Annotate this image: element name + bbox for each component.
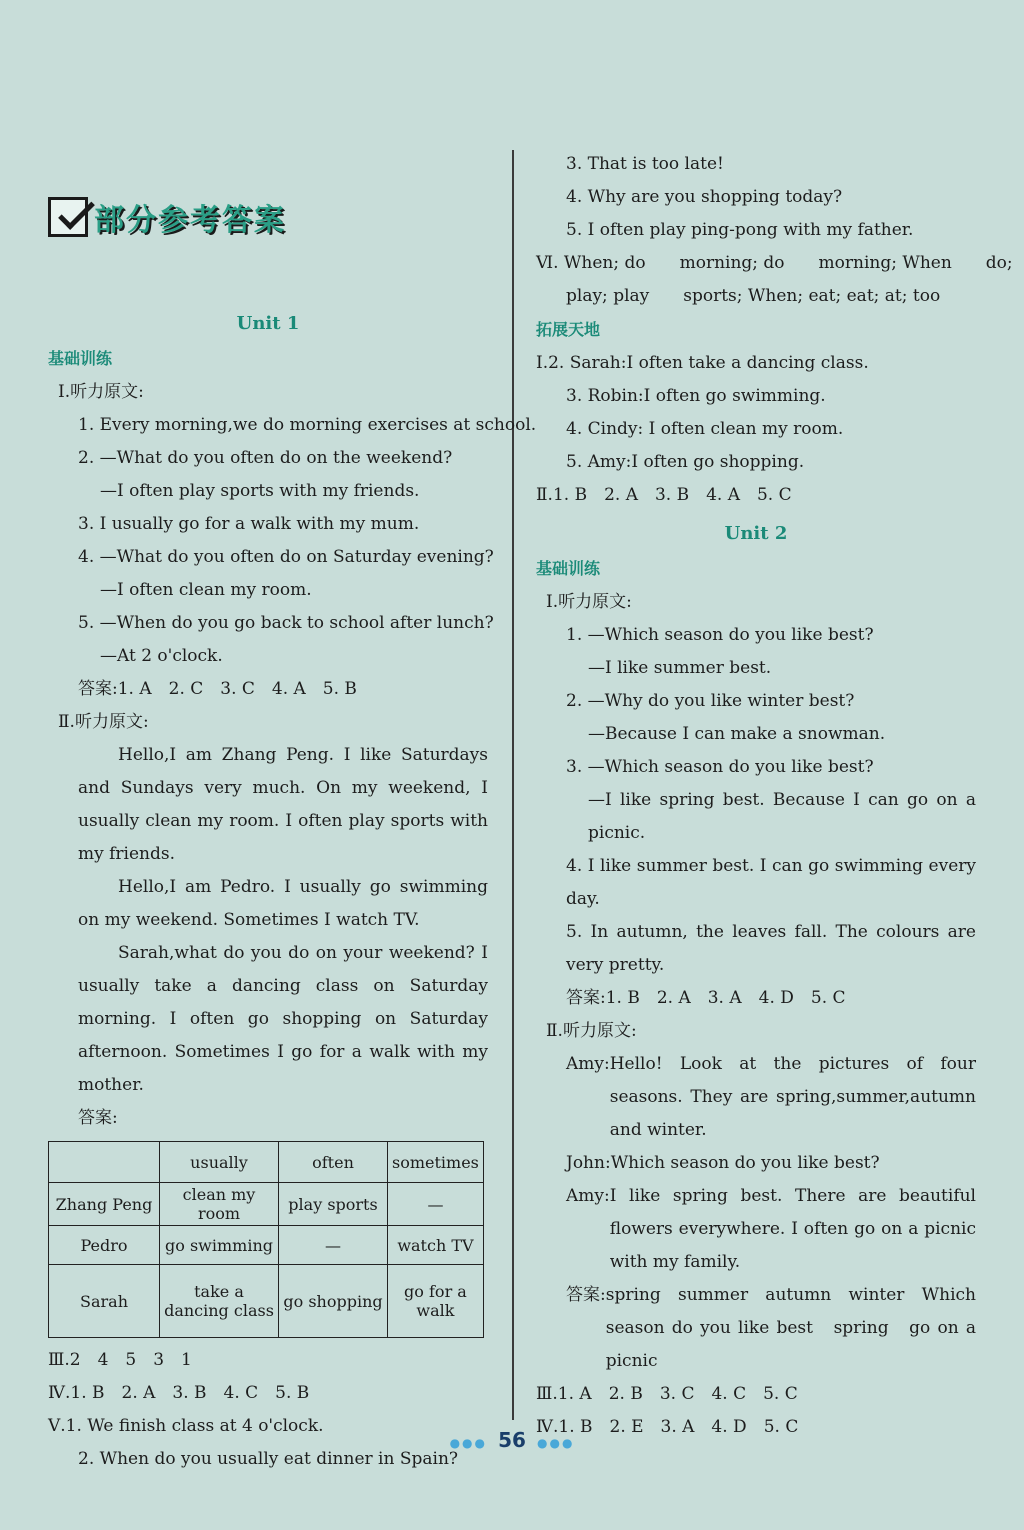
text-line: 1. —Which season do you like best? xyxy=(566,625,874,645)
text-line: 3. Robin:I often go swimming. xyxy=(566,386,826,406)
table-row xyxy=(49,1183,484,1226)
text-line: 1. Every morning,we do morning exercises at school. xyxy=(78,415,537,435)
question-heading: Ⅰ.听力原文: xyxy=(58,382,144,402)
text-line: 2. —What do you often do on the weekend? xyxy=(78,448,453,468)
paragraph: Hello,I am Zhang Peng. I like Saturdays and Sundays very much. On my weekend, I usually clean my room. I often play sports with my friends. xyxy=(78,745,488,864)
answer-line: Ⅲ.2 4 5 3 1 xyxy=(48,1350,192,1370)
page-title: 部分参考答案 xyxy=(94,203,286,238)
decoration-dots: ●●● xyxy=(537,1436,575,1450)
table-row xyxy=(49,1226,484,1265)
checkbox-icon xyxy=(48,197,88,237)
text-line: 5. Amy:I often go shopping. xyxy=(566,452,805,472)
table-cell: Zhang Peng xyxy=(49,1183,160,1226)
text-line: —I often play sports with my friends. xyxy=(100,481,420,501)
answer-label: 答案: xyxy=(78,1108,118,1128)
text-line: 2. When do you usually eat dinner in Spain? xyxy=(78,1449,459,1469)
text-line: 5. I often play ping-pong with my father. xyxy=(566,220,914,240)
text-line: 2. —Why do you like winter best? xyxy=(566,691,855,711)
answer-line: Ⅲ.1. A 2. B 3. C 4. C 5. C xyxy=(536,1384,798,1404)
speaker-name: Amy: xyxy=(566,1054,610,1074)
answer-label: 答案: xyxy=(566,1285,606,1305)
text-line: 4. —What do you often do on Saturday evening? xyxy=(78,547,494,567)
text-line: 3. —Which season do you like best? xyxy=(566,757,874,777)
paragraph: Hello,I am Pedro. I usually go swimming on my weekend. Sometimes I watch TV. xyxy=(78,877,488,930)
answer-line: 答案:1. B 2. A 3. A 4. D 5. C xyxy=(566,988,846,1008)
text-line: 4. Cindy: I often clean my room. xyxy=(566,419,844,439)
section-heading: 基础训练 xyxy=(536,559,601,578)
table-cell: Pedro xyxy=(49,1226,160,1265)
table-cell: take a dancing class xyxy=(160,1265,279,1338)
text-line: —Because I can make a snowman. xyxy=(588,724,886,744)
text-line: 3. I usually go for a walk with my mum. xyxy=(78,514,420,534)
table-cell: sometimes xyxy=(388,1142,484,1183)
table-cell: go swimming xyxy=(160,1226,279,1265)
section-heading: 基础训练 xyxy=(48,349,113,368)
table-cell: — xyxy=(388,1183,484,1226)
dialog-text: Which season do you like best? xyxy=(610,1153,880,1173)
text-line: 3. That is too late! xyxy=(566,154,724,174)
speaker-name: John: xyxy=(566,1153,611,1173)
table-cell: often xyxy=(279,1142,388,1183)
table-cell: watch TV xyxy=(388,1226,484,1265)
text-line: Ⅴ.1. We finish class at 4 o'clock. xyxy=(48,1416,324,1436)
answer-line: Ⅳ.1. B 2. A 3. B 4. C 5. B xyxy=(48,1383,310,1403)
speaker-name: Amy: xyxy=(566,1186,610,1206)
paragraph: —I like spring best. Because I can go on a picnic. xyxy=(588,790,976,843)
page-number: 56 xyxy=(498,1428,526,1452)
answer-table xyxy=(48,1141,484,1338)
unit-title: Unit 1 xyxy=(236,313,300,334)
answer-line: Ⅱ.1. B 2. A 3. B 4. A 5. C xyxy=(536,485,792,505)
answer-line: Ⅵ. When; do morning; do morning; When do; xyxy=(536,253,1013,273)
column-divider xyxy=(512,150,514,1420)
table-cell: — xyxy=(279,1226,388,1265)
answer-line: Ⅳ.1. B 2. E 3. A 4. D 5. C xyxy=(536,1417,799,1437)
section-header xyxy=(48,195,286,239)
unit-title: Unit 2 xyxy=(724,523,788,544)
text-line: —At 2 o'clock. xyxy=(100,646,223,666)
dialog-line xyxy=(536,1048,976,1147)
answer-line: play; play sports; When; eat; eat; at; too xyxy=(566,286,941,306)
question-heading: Ⅱ.听力原文: xyxy=(546,1021,637,1041)
dialog-line xyxy=(536,1147,976,1180)
table-cell: go for a walk xyxy=(388,1265,484,1338)
text-line: 5. —When do you go back to school after lunch? xyxy=(78,613,494,633)
paragraph: 5. In autumn, the leaves fall. The colours are very pretty. xyxy=(566,922,976,975)
dialog-line xyxy=(536,1180,976,1279)
page-footer xyxy=(0,1428,1024,1452)
text-line: 4. Why are you shopping today? xyxy=(566,187,843,207)
table-cell: play sports xyxy=(279,1183,388,1226)
section-heading: 拓展天地 xyxy=(536,320,601,339)
table-row xyxy=(49,1265,484,1338)
answer-line: 答案:1. A 2. C 3. C 4. A 5. B xyxy=(78,679,357,699)
answer-text: spring summer autumn winter Which season do you like best spring go on a picnic xyxy=(605,1285,976,1371)
text-line: Ⅰ.2. Sarah:I often take a dancing class. xyxy=(536,353,869,373)
decoration-dots: ●●● xyxy=(449,1436,487,1450)
question-heading: Ⅱ.听力原文: xyxy=(58,712,149,732)
table-cell: Sarah xyxy=(49,1265,160,1338)
table-cell: usually xyxy=(160,1142,279,1183)
text-line: —I often clean my room. xyxy=(100,580,312,600)
table-row xyxy=(49,1142,484,1183)
question-heading: Ⅰ.听力原文: xyxy=(546,592,632,612)
table-cell xyxy=(49,1142,160,1183)
text-line: —I like summer best. xyxy=(588,658,772,678)
right-column xyxy=(536,148,1013,1444)
paragraph: Sarah,what do you do on your weekend? I usually take a dancing class on Saturday morning. I often go shopping on Saturday afternoon. Sometimes I go for a walk with my mother. xyxy=(78,943,488,1095)
answer-block xyxy=(536,1279,976,1378)
dialog-text: Hello! Look at the pictures of four seasons. They are spring,summer,autumn and winter. xyxy=(609,1054,976,1140)
table-cell: go shopping xyxy=(279,1265,388,1338)
table-cell: clean my room xyxy=(160,1183,279,1226)
paragraph: 4. I like summer best. I can go swimming every day. xyxy=(566,856,976,909)
dialog-text: I like spring best. There are beautiful flowers everywhere. I often go on a picnic with my family. xyxy=(609,1186,976,1272)
